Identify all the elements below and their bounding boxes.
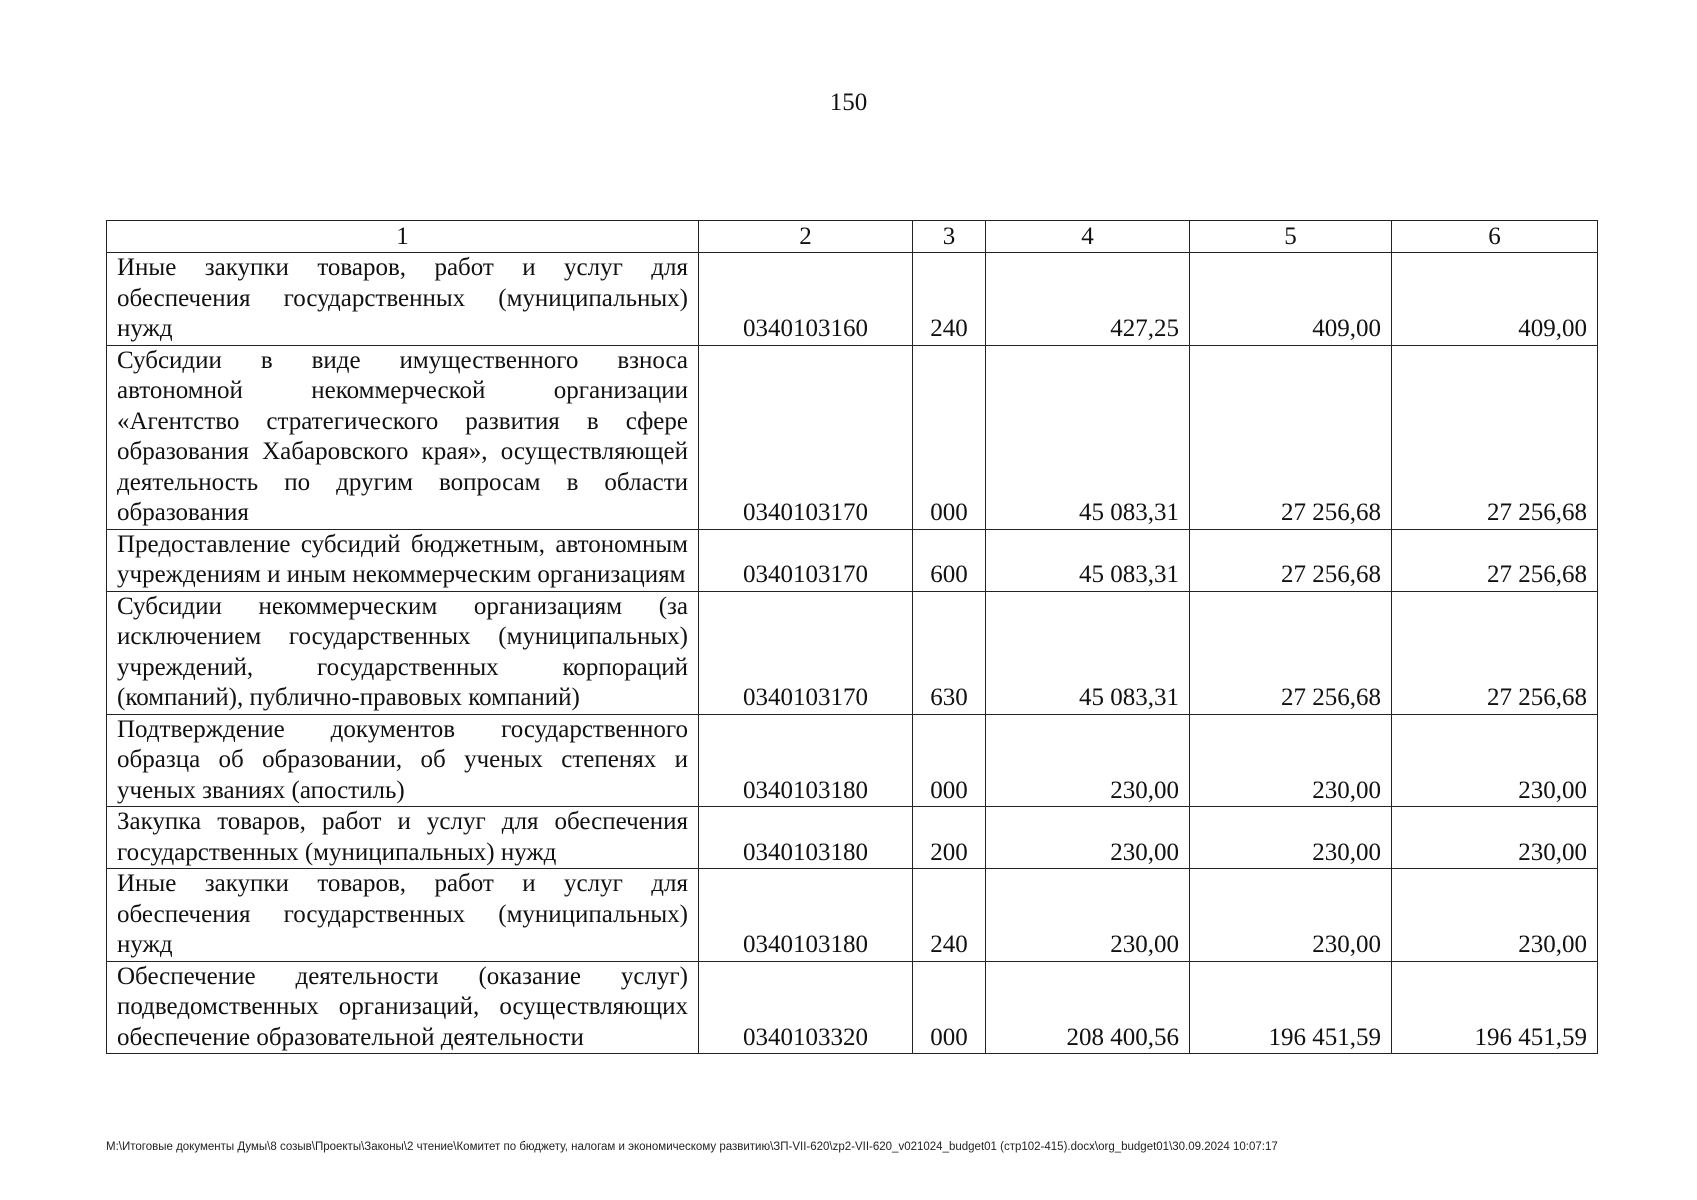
row-value-4: 427,25: [986, 253, 1190, 346]
table-row: [107, 345, 1598, 529]
row-value-5: 27 256,68: [1190, 345, 1392, 529]
row-expense-type: 200: [913, 807, 986, 869]
table-row: [107, 869, 1598, 962]
row-expense-type: 240: [913, 869, 986, 962]
row-target-code: 0340103180: [699, 869, 913, 962]
row-value-6: 409,00: [1392, 253, 1598, 346]
row-value-4: 45 083,31: [986, 345, 1190, 529]
row-value-4: 230,00: [986, 869, 1190, 962]
table-row: [107, 714, 1598, 807]
row-value-6: 27 256,68: [1392, 345, 1598, 529]
row-value-4: 230,00: [986, 714, 1190, 807]
row-value-5: 230,00: [1190, 869, 1392, 962]
row-target-code: 0340103170: [699, 345, 913, 529]
column-header-1: 1: [107, 221, 699, 253]
row-value-5: 196 451,59: [1190, 961, 1392, 1054]
document-file-path: M:\Итоговые документы Думы\8 созыв\Проекты\Законы\2 чтение\Комитет по бюджету, налогам и экономическому развитию\ЗП-VII-620\zp2-VII-620_v021024_budget01 (стр102-415).docx\org_budget01\30.09.2024 10:07:17: [106, 1141, 1278, 1153]
table-row: [107, 529, 1598, 591]
row-value-4: 45 083,31: [986, 591, 1190, 714]
column-header-4: 4: [986, 221, 1190, 253]
table-row: [107, 253, 1598, 346]
budget-table: [106, 220, 1598, 1054]
row-value-5: 409,00: [1190, 253, 1392, 346]
row-expense-type: 600: [913, 529, 986, 591]
row-target-code: 0340103320: [699, 961, 913, 1054]
table-row: [107, 961, 1598, 1054]
column-header-2: 2: [699, 221, 913, 253]
row-value-6: 196 451,59: [1392, 961, 1598, 1054]
row-target-code: 0340103170: [699, 591, 913, 714]
row-value-6: 230,00: [1392, 869, 1598, 962]
row-expense-type: 240: [913, 253, 986, 346]
row-expense-type: 000: [913, 714, 986, 807]
row-target-code: 0340103160: [699, 253, 913, 346]
row-target-code: 0340103180: [699, 807, 913, 869]
row-name: Подтверждение документов государственного образца об образовании, об ученых степенях и ученых званиях (апостиль): [107, 714, 699, 807]
row-value-5: 27 256,68: [1190, 529, 1392, 591]
row-value-5: 230,00: [1190, 714, 1392, 807]
row-name: Субсидии в виде имущественного взноса автономной некоммерческой организации «Агентство стратегического развития в сфере образования Хабаровского края», осуществляющей деятельность по другим вопросам в области образования: [107, 345, 699, 529]
column-header-5: 5: [1190, 221, 1392, 253]
row-value-4: 230,00: [986, 807, 1190, 869]
row-expense-type: 000: [913, 345, 986, 529]
column-header-6: 6: [1392, 221, 1598, 253]
row-value-6: 27 256,68: [1392, 529, 1598, 591]
row-name: Обеспечение деятельности (оказание услуг) подведомственных организаций, осуществляющих обеспечение образовательной деятельности: [107, 961, 699, 1054]
row-value-5: 230,00: [1190, 807, 1392, 869]
table-row: [107, 591, 1598, 714]
row-value-6: 230,00: [1392, 807, 1598, 869]
row-expense-type: 630: [913, 591, 986, 714]
column-header-3: 3: [913, 221, 986, 253]
row-name: Закупка товаров, работ и услуг для обеспечения государственных (муниципальных) нужд: [107, 807, 699, 869]
row-value-5: 27 256,68: [1190, 591, 1392, 714]
row-value-4: 45 083,31: [986, 529, 1190, 591]
row-value-6: 27 256,68: [1392, 591, 1598, 714]
page-number: 150: [829, 89, 868, 116]
row-expense-type: 000: [913, 961, 986, 1054]
row-name: Иные закупки товаров, работ и услуг для обеспечения государственных (муниципальных) нужд: [107, 253, 699, 346]
row-name: Субсидии некоммерческим организациям (за исключением государственных (муниципальных) учреждений, государственных корпораций (компаний), публично-правовых компаний): [107, 591, 699, 714]
row-value-6: 230,00: [1392, 714, 1598, 807]
table-header-row: [107, 221, 1598, 253]
row-name: Предоставление субсидий бюджетным, автономным учреждениям и иным некоммерческим организациям: [107, 529, 699, 591]
row-target-code: 0340103180: [699, 714, 913, 807]
row-name: Иные закупки товаров, работ и услуг для обеспечения государственных (муниципальных) нужд: [107, 869, 699, 962]
table-row: [107, 807, 1598, 869]
row-target-code: 0340103170: [699, 529, 913, 591]
row-value-4: 208 400,56: [986, 961, 1190, 1054]
